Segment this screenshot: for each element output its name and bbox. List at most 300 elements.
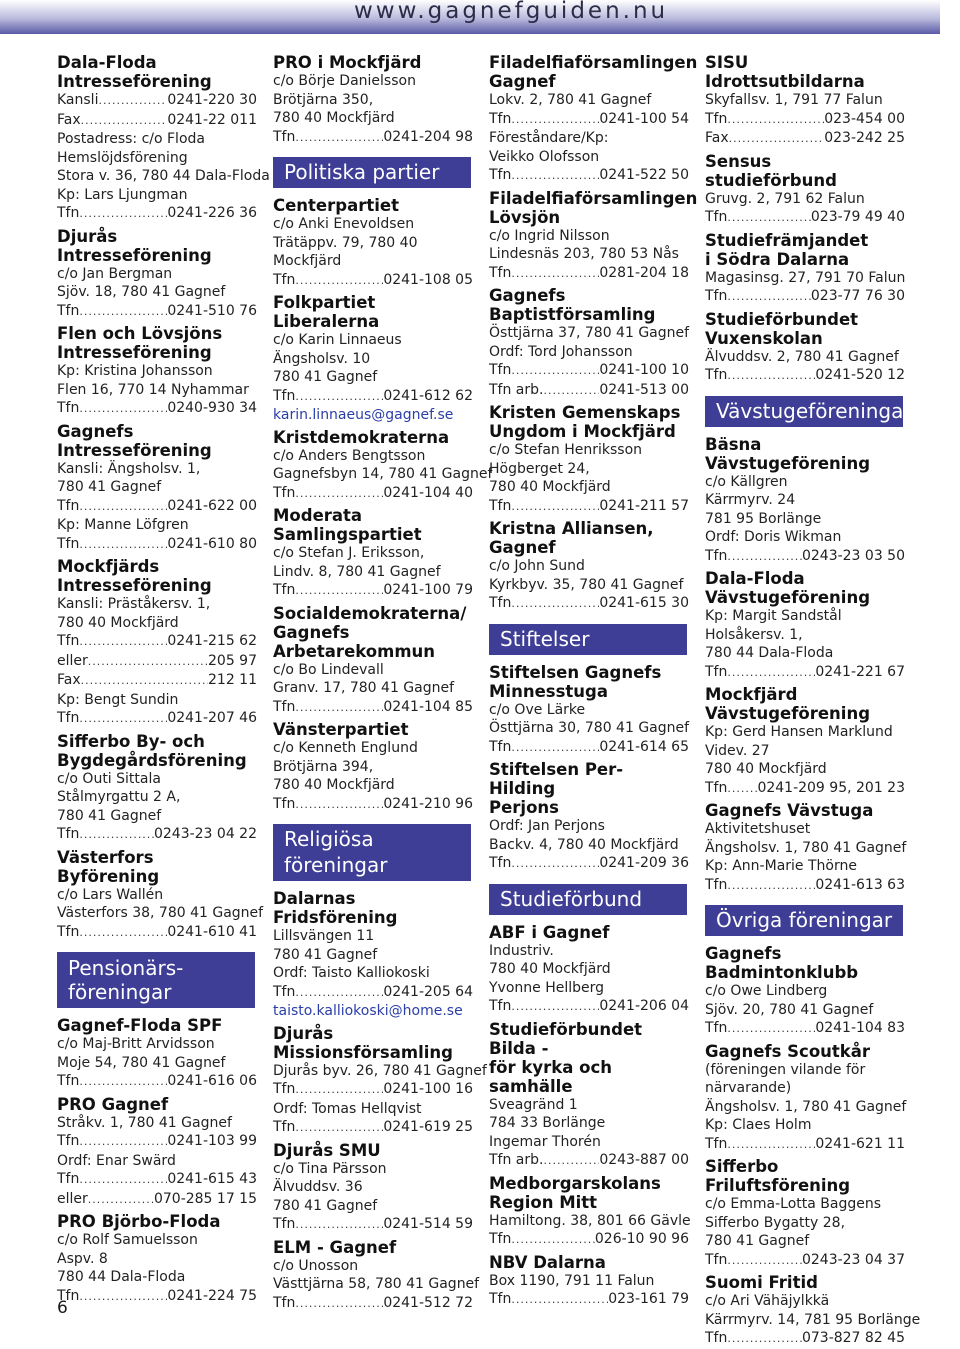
- contact-value: 0241-100 10: [599, 362, 689, 378]
- contact-row: [57, 204, 257, 224]
- contact-label: Tfn: [489, 167, 512, 183]
- contact-label: Tfn: [57, 497, 80, 514]
- site-url[interactable]: www.gagnefguiden.nu: [354, 0, 669, 24]
- address-line: Aktivitetshuset: [705, 821, 811, 837]
- organization-name-line: Dalarnas Fridsförening: [273, 889, 398, 927]
- contact-row: [273, 128, 473, 148]
- address-line: Kansli: Präståkersv. 1,: [57, 596, 211, 612]
- address-line: c/o Kenneth Englund: [273, 740, 418, 756]
- contact-value: 212 11: [208, 672, 257, 688]
- address-line: Kp: Margit Sandstål: [705, 608, 842, 624]
- organization-name-line: Bäsna Vävstugeförening: [705, 434, 871, 473]
- contact-value: 023-454 00: [824, 110, 905, 127]
- organization-name-line: Intresseförening: [57, 440, 212, 460]
- organization-name-line: Gagnefs: [57, 421, 134, 441]
- address-line: Yvonne Hellberg: [489, 979, 605, 996]
- address-line: 784 33 Borlänge: [489, 1115, 606, 1131]
- dot-leader: [79, 204, 167, 224]
- organization-name: [705, 685, 905, 723]
- address-line: 780 41 Gagnef: [57, 479, 162, 495]
- dot-leader: [511, 166, 599, 186]
- email-link[interactable]: taisto.kalliokoski@home.se: [273, 1003, 463, 1019]
- contact-label: Tfn: [705, 1135, 728, 1152]
- contact-value: 0241-104 83: [815, 1020, 905, 1036]
- contact-label: Tfn: [273, 1216, 296, 1232]
- section-heading: [273, 824, 471, 881]
- contact-label: Tfn: [705, 779, 728, 796]
- contact-value: 0241-514 59: [383, 1216, 473, 1232]
- organization-name-line: Sifferbo By- och: [57, 731, 205, 751]
- contact-value: 0241-226 36: [167, 205, 257, 221]
- section-heading-line: Studieförbund: [500, 886, 643, 911]
- organization-name-line: Filadelfiaförsamlingen: [489, 188, 698, 208]
- organization-name: [273, 1141, 473, 1160]
- contact-label: Tfn: [705, 110, 728, 127]
- organization-name: [489, 1174, 689, 1212]
- dot-leader: [727, 1329, 802, 1349]
- contact-value: 0243-23 03 50: [801, 547, 905, 564]
- contact-label: Tfn: [57, 535, 80, 552]
- organization-name: [273, 604, 473, 661]
- contact-value: 0241-615 43: [167, 1171, 257, 1187]
- organization-name-line: Kristna Alliansen,: [489, 519, 654, 538]
- contact-value: 026-10 90 96: [594, 1231, 689, 1247]
- contact-label: Tfn: [273, 983, 296, 1000]
- address-line: 780 40 Mockfjärd: [273, 777, 395, 793]
- address-line: Mockfjärd: [273, 253, 342, 269]
- contact-row: [489, 497, 689, 517]
- organization-name: [273, 889, 473, 927]
- organization-name: [705, 231, 905, 269]
- organization-name: [705, 435, 905, 473]
- contact-label: Fax: [57, 111, 81, 128]
- organization-name-line: Bygdegårdsförening: [57, 750, 247, 770]
- contact-row: [489, 110, 689, 130]
- dot-leader: [79, 399, 167, 419]
- organization-name: [273, 720, 473, 739]
- contact-row: [489, 1151, 689, 1171]
- contact-value: 0241-209 36: [599, 855, 689, 871]
- contact-value: 070-285 17 15: [153, 1190, 257, 1207]
- contact-value: 0243-23 04 37: [801, 1251, 905, 1268]
- contact-row: [705, 1019, 905, 1039]
- organization-name-line: PRO Björbo-Floda: [57, 1212, 221, 1231]
- address-line: Granv. 17, 780 41 Gagnef: [273, 680, 455, 696]
- dot-leader: [79, 709, 167, 729]
- dot-leader: [727, 1135, 815, 1155]
- contact-label: Tfn: [57, 205, 80, 221]
- contact-label: Tfn arb.: [489, 381, 544, 398]
- contact-label: Tfn: [489, 855, 512, 871]
- contact-row: [705, 208, 905, 228]
- organization-name-line: ELM - Gagnef: [273, 1237, 397, 1257]
- address-line: Kp: Lars Ljungman: [57, 186, 188, 203]
- organization-name-line: Djurås: [273, 1023, 334, 1043]
- contact-row: [705, 129, 905, 149]
- organization-name-line: Flen och Lövsjöns: [57, 324, 223, 343]
- contact-label: Fax: [57, 672, 81, 688]
- contact-label: Tfn arb.: [489, 1152, 544, 1168]
- contact-label: Kansli: [57, 92, 99, 108]
- contact-label: Tfn: [273, 1119, 296, 1135]
- contact-row: [57, 91, 257, 111]
- contact-label: Tfn: [489, 264, 512, 281]
- contact-value: 0241-522 50: [599, 167, 689, 183]
- address-line: Älvuddsv. 2, 780 41 Gagnef: [705, 348, 899, 365]
- column-3: [489, 50, 698, 1310]
- dot-leader: [727, 1019, 815, 1039]
- contact-value: 0241-205 64: [383, 983, 473, 1000]
- organization-name-line: för kyrka och samhälle: [489, 1057, 612, 1096]
- contact-row: [57, 1132, 257, 1152]
- contact-label: Tfn: [273, 1294, 296, 1311]
- address-line: 780 40 Mockfjärd: [705, 761, 827, 777]
- contact-value: 023-77 76 30: [810, 288, 905, 304]
- contact-label: Tfn: [489, 1231, 512, 1247]
- email-link[interactable]: karin.linnaeus@gagnef.se: [273, 407, 454, 423]
- address-line: 780 40 Mockfjärd: [57, 614, 179, 631]
- dot-leader: [81, 671, 208, 691]
- address-line: c/o Rolf Samuelsson: [57, 1232, 198, 1248]
- contact-row: [705, 1329, 905, 1349]
- contact-row: [273, 387, 473, 407]
- dot-leader: [79, 302, 167, 322]
- organization-name-line: ABF i Gagnef: [489, 922, 610, 942]
- organization-name-line: Intresseförening: [57, 576, 212, 595]
- dot-leader: [511, 110, 599, 130]
- dot-leader: [98, 91, 167, 111]
- address-line: Ordf: Taisto Kalliokoski: [273, 965, 430, 981]
- dot-leader: [543, 381, 599, 401]
- contact-label: Tfn: [57, 1133, 80, 1149]
- organization-name: [489, 663, 689, 701]
- contact-value: 0241-207 46: [167, 710, 257, 726]
- dot-leader: [79, 1072, 167, 1092]
- dot-leader: [511, 264, 599, 284]
- dot-leader: [79, 825, 154, 845]
- organization-name-line: Studiefrämjandet: [705, 230, 869, 250]
- address-line: Gruvg. 2, 791 62 Falun: [705, 190, 865, 207]
- contact-row: [489, 264, 689, 284]
- dot-leader: [511, 361, 599, 381]
- dot-leader: [295, 795, 383, 815]
- address-line: c/o Börje Danielsson: [273, 73, 416, 89]
- organization-name-line: Lövsjön: [489, 207, 561, 227]
- contact-value: 0241-100 54: [599, 110, 689, 127]
- contact-label: eller: [57, 1190, 88, 1207]
- contact-label: Tfn: [57, 633, 80, 649]
- dot-leader: [727, 208, 811, 228]
- contact-value: 0241-215 62: [167, 633, 257, 649]
- address-line: 780 41 Gagnef: [273, 946, 378, 963]
- organization-name-line: Intresseförening: [57, 343, 212, 362]
- organization-name-line: Region Mitt: [489, 1192, 598, 1212]
- dot-leader: [79, 1132, 167, 1152]
- dot-leader: [511, 1290, 608, 1310]
- address-line: Sifferbo Bygatty 28,: [705, 1214, 846, 1231]
- organization-name: [489, 53, 698, 91]
- address-line: Backv. 4, 780 40 Mockfjärd: [489, 836, 679, 853]
- address-line: c/o Karin Linnaeus: [273, 332, 402, 348]
- address-line: Sjöv. 18, 780 41 Gagnef: [57, 284, 226, 300]
- contact-value: 0241-220 30: [167, 92, 257, 108]
- organization-name: [489, 403, 689, 441]
- address-line: Magasinsg. 27, 791 70 Falun: [705, 269, 906, 286]
- contact-row: [273, 698, 473, 718]
- contact-label: Tfn: [705, 209, 728, 225]
- address-line: c/o Owe Lindberg: [705, 983, 828, 999]
- contact-label: Tfn: [57, 1073, 80, 1089]
- contact-value: 0241-108 05: [383, 271, 473, 288]
- organization-name-line: Folkpartiet Liberalerna: [273, 293, 380, 331]
- contact-value: 0241-622 00: [167, 497, 257, 514]
- dot-leader: [511, 738, 599, 758]
- organization-name: [57, 1095, 257, 1114]
- dot-leader: [727, 1251, 802, 1271]
- dot-leader: [727, 779, 757, 799]
- address-line: Holsåkersv. 1,: [705, 626, 803, 643]
- address-line: c/o Ove Lärke: [489, 701, 586, 718]
- address-line: Postadress: c/o Floda: [57, 131, 205, 147]
- contact-row: [705, 366, 905, 386]
- contact-label: Tfn: [705, 288, 728, 304]
- address-line: Sjöv. 20, 780 41 Gagnef: [705, 1001, 874, 1018]
- dot-leader: [543, 1151, 599, 1171]
- contact-value: 0241-221 67: [815, 663, 905, 680]
- section-heading-line: Övriga föreningar: [716, 908, 893, 932]
- contact-row: [705, 876, 905, 896]
- address-line: Box 1190, 791 11 Falun: [489, 1272, 655, 1289]
- organization-name: [705, 801, 905, 820]
- contact-row: [273, 1118, 473, 1138]
- organization-name-line: PRO Gagnef: [57, 1094, 169, 1114]
- dot-leader: [295, 387, 383, 407]
- address-line: c/o Unosson: [273, 1257, 359, 1274]
- dot-leader: [729, 129, 825, 149]
- address-line: Hemslöjdsförening: [57, 149, 188, 166]
- section-heading-line: Pensionärs-: [68, 956, 184, 980]
- organization-name-line: Studieförbundet Bilda -: [489, 1019, 643, 1058]
- contact-row: [57, 652, 257, 672]
- contact-value: 0241-520 12: [815, 367, 905, 383]
- organization-name: [705, 53, 905, 91]
- contact-row: [57, 632, 257, 652]
- address-line: c/o John Sund: [489, 558, 585, 574]
- organization-name-line: Gagnefs Vävstuga: [705, 801, 874, 820]
- address-line: Älvuddsv. 36: [273, 1179, 363, 1195]
- organization-name-line: PRO i Mockfjärd: [273, 53, 422, 72]
- organization-name-line: Studieförbundet: [705, 309, 859, 329]
- dot-leader: [295, 1215, 383, 1235]
- address-line: Veikko Olofsson: [489, 148, 600, 165]
- organization-name-line: Intresseförening: [57, 72, 212, 91]
- contact-value: 0241-614 65: [599, 738, 689, 755]
- address-line: Stråkv. 1, 780 41 Gagnef: [57, 1114, 232, 1131]
- organization-name: [273, 196, 473, 215]
- address-line: Ängsholsv. 1, 780 41 Gagnef: [705, 1098, 907, 1115]
- organization-name: [489, 760, 689, 817]
- organization-name: [57, 732, 257, 770]
- organization-name-line: Västerfors Byförening: [57, 847, 160, 886]
- dot-leader: [511, 997, 599, 1017]
- dot-leader: [295, 271, 383, 291]
- contact-value: 0243-23 04 22: [153, 826, 257, 842]
- address-line: Ingemar Thorén: [489, 1133, 601, 1150]
- address-line: närvarande): [705, 1080, 792, 1096]
- organization-name: [273, 428, 473, 447]
- dot-leader: [295, 1118, 383, 1138]
- address-line: Västerfors 38, 780 41 Gagnef: [57, 905, 264, 921]
- contact-row: [57, 1072, 257, 1092]
- organization-name: [705, 1042, 905, 1061]
- organization-name: [57, 53, 257, 91]
- address-line: Högberget 24,: [489, 460, 590, 477]
- organization-name: [273, 293, 473, 331]
- organization-name-line: Ungdom i Mockfjärd: [489, 422, 676, 441]
- address-line: 780 44 Dala-Floda: [705, 645, 834, 661]
- address-line: 780 41 Gagnef: [273, 369, 378, 385]
- address-line: c/o Lars Wallén: [57, 886, 164, 903]
- address-line: Östtjärna 30, 780 41 Gagnef: [489, 720, 690, 736]
- address-line: c/o Maj-Britt Arvidsson: [57, 1036, 215, 1052]
- section-heading: [273, 157, 471, 188]
- organization-name-line: i Södra Dalarna: [705, 249, 850, 269]
- address-line: c/o Anders Bengtsson: [273, 447, 426, 464]
- contact-value: 0241-224 75: [167, 1287, 257, 1304]
- organization-name-line: NBV Dalarna: [489, 1252, 606, 1272]
- contact-label: Tfn: [57, 1287, 80, 1304]
- organization-name: [273, 1024, 473, 1062]
- organization-name: [489, 519, 689, 557]
- organization-name-line: Gagnefs: [705, 944, 782, 963]
- dot-leader: [727, 663, 815, 683]
- organization-name: [489, 1020, 689, 1096]
- page-number: 6: [57, 1298, 68, 1318]
- organization-name: [705, 152, 905, 190]
- organization-name: [273, 53, 473, 72]
- dot-leader: [727, 876, 815, 896]
- dot-leader: [295, 128, 383, 148]
- contact-value: 205 97: [208, 652, 257, 669]
- contact-row: [57, 497, 257, 517]
- contact-label: Tfn: [705, 367, 728, 383]
- contact-label: Tfn: [705, 1020, 728, 1036]
- address-line: Västtjärna 58, 780 41 Gagnef: [273, 1276, 480, 1292]
- contact-value: 0241-104 85: [383, 698, 473, 715]
- organization-name-line: Kristdemokraterna: [273, 427, 450, 447]
- section-heading-line: Politiska partier: [284, 160, 440, 184]
- address-line: Brötjärna 350,: [273, 91, 374, 108]
- address-line: Ordf: Tomas Hellqvist: [273, 1100, 422, 1117]
- organization-name: [489, 286, 689, 324]
- organization-name: [273, 506, 473, 544]
- contact-value: 0281-204 18: [599, 264, 689, 281]
- contact-label: Tfn: [273, 387, 296, 404]
- contact-label: Tfn: [705, 663, 728, 680]
- address-line: Kansli: Ängsholsv. 1,: [57, 460, 201, 477]
- contact-row: [273, 581, 473, 601]
- address-line: 780 41 Gagnef: [705, 1233, 810, 1249]
- contact-row: [489, 1290, 689, 1310]
- address-line: Moje 54, 780 41 Gagnef: [57, 1054, 226, 1071]
- address-line: Brötjärna 394,: [273, 758, 374, 775]
- organization-name-line: Moderata: [273, 506, 363, 525]
- dot-leader: [511, 594, 599, 614]
- contact-label: Tfn: [273, 271, 296, 288]
- address-line: Stora v. 36, 780 44 Dala-Floda: [57, 168, 270, 184]
- contact-label: eller: [57, 652, 88, 669]
- address-line: Skyfallsv. 1, 791 77 Falun: [705, 92, 883, 108]
- contact-value: 0241-206 04: [599, 998, 689, 1014]
- dot-leader: [511, 1230, 595, 1250]
- contact-label: Tfn: [57, 302, 80, 319]
- contact-label: Tfn: [705, 1251, 728, 1268]
- address-line: Ängsholsv. 10: [273, 350, 371, 367]
- contact-row: [489, 361, 689, 381]
- contact-row: [273, 271, 473, 291]
- contact-value: 0241-610 80: [167, 535, 257, 552]
- address-line: c/o Stefan J. Eriksson,: [273, 545, 425, 561]
- contact-label: Tfn: [57, 400, 80, 416]
- dot-leader: [727, 366, 815, 386]
- address-line: 780 44 Dala-Floda: [57, 1269, 186, 1285]
- organization-name: [57, 422, 257, 460]
- contact-value: 0241-619 25: [383, 1119, 473, 1135]
- organization-name-line: Vuxenskolan: [705, 328, 823, 348]
- dot-leader: [79, 923, 167, 943]
- section-heading-line: föreningar: [68, 980, 172, 1004]
- organization-name-line: Gagnef-Floda SPF: [57, 1016, 223, 1035]
- organization-name: [489, 188, 698, 227]
- organization-name-line: Suomi Fritid: [705, 1273, 818, 1292]
- address-line: Ängsholsv. 1, 780 41 Gagnef: [705, 839, 907, 856]
- contact-value: 0241-100 16: [383, 1081, 473, 1097]
- contact-row: [273, 1294, 473, 1314]
- address-line: Lindesnäs 203, 780 53 Nås: [489, 246, 679, 262]
- contact-row: [705, 287, 905, 307]
- section-heading: [705, 396, 912, 427]
- address-line: Ordf: Doris Wikman: [705, 529, 842, 545]
- contact-row: [273, 1215, 473, 1235]
- contact-value: 0241-104 40: [383, 484, 473, 501]
- organization-name-line: Badmintonklubb: [705, 963, 859, 982]
- address-line: Sveagränd 1: [489, 1096, 578, 1113]
- contact-row: [57, 535, 257, 555]
- organization-name-line: Sensus studieförbund: [705, 151, 837, 190]
- address-line: Kp: Bengt Sundin: [57, 691, 179, 708]
- organization-name: [57, 848, 257, 886]
- organization-name-line: Vänsterpartiet: [273, 720, 409, 739]
- contact-label: Tfn: [489, 1291, 512, 1307]
- address-line: Ordf: Jan Perjons: [489, 818, 605, 834]
- organization-name: [273, 1238, 473, 1257]
- organization-name-line: Baptistförsamling: [489, 305, 656, 324]
- contact-row: [57, 709, 257, 729]
- address-line: c/o Outi Sittala: [57, 770, 161, 787]
- contact-label: Tfn: [489, 595, 512, 611]
- column-4: [705, 50, 921, 1349]
- dot-leader: [88, 1190, 154, 1210]
- organization-name-line: Centerpartiet: [273, 196, 399, 215]
- contact-row: [489, 1230, 689, 1250]
- organization-name-line: Socialdemokraterna/: [273, 603, 467, 623]
- contact-row: [57, 111, 257, 131]
- organization-name: [57, 227, 257, 265]
- address-line: Aspv. 8: [57, 1250, 108, 1267]
- address-line: c/o Tina Pärsson: [273, 1160, 387, 1177]
- address-line: 780 40 Mockfjärd: [489, 961, 611, 977]
- contact-value: 0241-613 63: [815, 876, 905, 893]
